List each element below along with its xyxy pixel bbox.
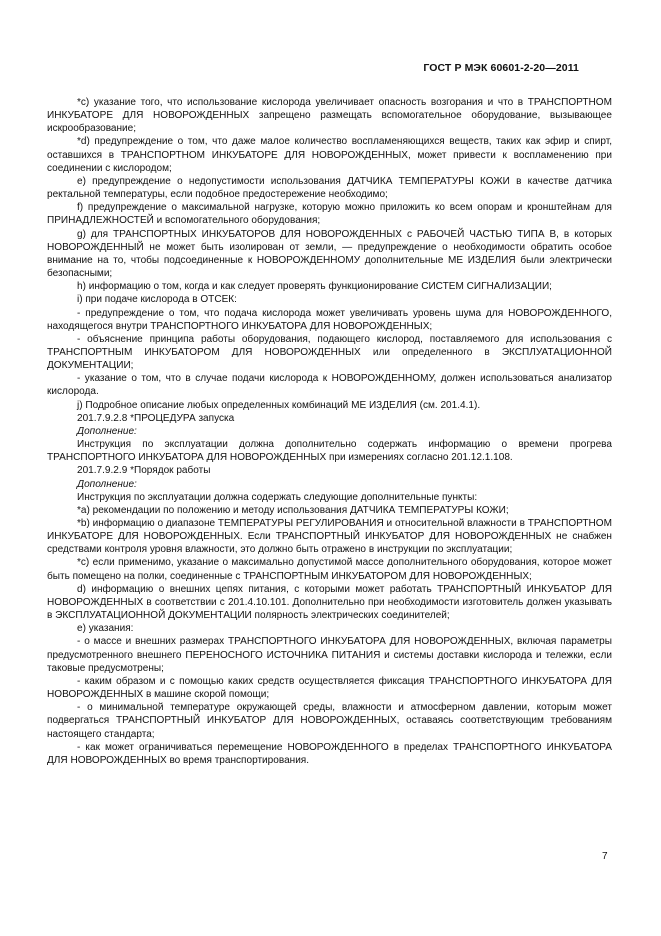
paragraph-c-max-mass: *c) если применимо, указание о максимально допустимой массе дополнительного оборудования, которое может быть помещено на полки, соединенные с ТРАНСПОРТНЫМ ИНКУБАТОРОМ ДЛЯ НОВОРОЖДЕННЫХ; (47, 557, 612, 582)
paragraph-i-oxygen-equipment: - объяснение принципа работы оборудования, подающего кислород, поставляемого для использования с ТРАНСПОРТНЫМ ИНКУБАТОРОМ ДЛЯ НОВОРОЖДЕННЫХ или определенного в ЭКСПЛУАТАЦИОННОЙ ДОКУМЕНТАЦИИ; (47, 333, 612, 372)
section-heading-operation: 201.7.9.2.9 *Порядок работы (77, 465, 211, 477)
paragraph-i-noise: - предупреждение о том, что подача кислорода может увеличивать уровень шума для НОВОРОЖДЕННОГО, находящегося внутри ТРАНСПОРТНОГО ИНКУБАТОРА ДЛЯ НОВОРОЖДЕННЫХ; (47, 307, 612, 332)
paragraph-g-type-b: g) для ТРАНСПОРТНЫХ ИНКУБАТОРОВ ДЛЯ НОВОРОЖДЕННЫХ с РАБОЧЕЙ ЧАСТЬЮ ТИПА В, в которых НОВОРОЖДЕННЫЙ не может быть изолирован от земли, — предупреждение о необходимости обратить особое внимание на то, чтобы подсоединенные к НОВОРОЖДЕННОМУ дополнительные МЕ ИЗДЕЛИЯ были электрически безопасными; (47, 228, 612, 280)
paragraph-operation-intro: Инструкция по эксплуатации должна содержать следующие дополнительные пункты: (77, 491, 478, 503)
paragraph-e-ambulance-fixing: - каким образом и с помощью каких средств осуществляется фиксация ТРАНСПОРТНОГО ИНКУБАТОРА ДЛЯ НОВОРОЖДЕННЫХ в машине скорой помощи; (47, 675, 612, 701)
paragraph-e-mass-dimensions: - о массе и внешних размерах ТРАНСПОРТНОГО ИНКУБАТОРА ДЛЯ НОВОРОЖДЕННЫХ, включая параметры предусмотренного внешнего ПЕРЕНОСНОГО ИСТОЧНИКА ПИТАНИЯ и системы доставки кислорода и тележки, если таковые предусмотрены; (47, 636, 612, 674)
paragraph-e-instructions: e) указания: (77, 623, 134, 635)
paragraph-i-oxygen-analyzer: - указание о том, что в случае подачи кислорода к НОВОРОЖДЕННОМУ, должен использоваться анализатор кислорода. (47, 373, 612, 398)
paragraph-j-combinations: j) Подробное описание любых определенных комбинаций МЕ ИЗДЕЛИЯ (см. 201.4.1). (77, 399, 481, 411)
paragraph-h-alarm-systems: h) информацию о том, когда и как следует проверять функционирование СИСТЕМ СИГНАЛИЗАЦИИ; (77, 281, 552, 293)
paragraph-e-skin-sensor: e) предупреждение о недопустимости использования ДАТЧИКА ТЕМПЕРАТУРЫ КОЖИ в качестве датчика ректальной температуры, если подобное предостережение необходимо; (47, 175, 612, 201)
paragraph-e-movement-limits: - как может ограничиваться перемещение НОВОРОЖДЕННОГО в пределах ТРАНСПОРТНОГО ИНКУБАТОРА ДЛЯ НОВОРОЖДЕННЫХ во время транспортирования. (47, 741, 612, 766)
paragraph-c-oxygen-fire-risk: *c) указание того, что использование кислорода увеличивает опасность возгорания и что в ТРАНСПОРТНОМ ИНКУБАТОРЕ ДЛЯ НОВОРОЖДЕННЫХ запрещено размещать вспомогательное оборудование, вызывающее искрообразование; (47, 97, 612, 135)
paragraph-d-power-circuits: d) информацию о внешних цепях питания, с которыми может работать ТРАНСПОРТНЫЙ ИНКУБАТОР ДЛЯ НОВОРОЖДЕННЫХ в соответствии с 201.4.10.101. Дополнительно при необходимости изготовитель должен указывать в ЭКСПЛУАТАЦИОННОЙ ДОКУМЕНТАЦИИ полярность электрических соединителей; (47, 583, 612, 622)
paragraph-b-temperature-range: *b) информацию о диапазоне ТЕМПЕРАТУРЫ РЕГУЛИРОВАНИЯ и относительной влажности в ТРАНСПОРТНОМ ИНКУБАТОРЕ ДЛЯ НОВОРОЖДЕННЫХ. Если ТРАНСПОРТНЫЙ ИНКУБАТОР ДЛЯ НОВОРОЖДЕННЫХ не снабжен средствами контроля уровня влажности, это должно быть отражено в инструкции по эксплуатации; (47, 518, 612, 556)
paragraph-i-oxygen-supply: i) при подаче кислорода в ОТСЕК: (77, 294, 237, 306)
paragraph-d-flammable-substances: *d) предупреждение о том, что даже малое количество воспламеняющихся веществ, таких как эфир и спирт, оставшихся в ТРАНСПОРТНОМ ИНКУБАТОРЕ ДЛЯ НОВОРОЖДЕННЫХ, может привести к воспламенению при соединении с кислородом; (47, 136, 612, 174)
paragraph-f-max-load: f) предупреждение о максимальной нагрузке, которую можно приложить ко всем опорам и кронштейнам для ПРИНАДЛЕЖНОСТЕЙ и вспомогательного оборудования; (47, 202, 612, 227)
page-number: 7 (602, 851, 608, 862)
paragraph-a-sensor-position: *a) рекомендации по положению и методу использования ДАТЧИКА ТЕМПЕРАТУРЫ КОЖИ; (77, 504, 509, 516)
paragraph-e-environment: - о минимальной температуре окружающей среды, влажности и атмосферном давлении, которым может подвергаться ТРАНСПОРТНЫЙ ИНКУБАТОР ДЛЯ НОВОРОЖДЕННЫХ, оставаясь соответствующим требованиям настоящего стандарта; (47, 702, 612, 740)
section-heading-startup: 201.7.9.2.8 *ПРОЦЕДУРА запуска (77, 412, 235, 424)
paragraph-warmup-time: Инструкция по эксплуатации должна дополнительно содержать информацию о времени прогрева ТРАНСПОРТНОГО ИНКУБАТОРА ДЛЯ НОВОРОЖДЕННЫХ при измерениях согласно 201.12.1.108. (47, 439, 612, 464)
document-header: ГОСТ Р МЭК 60601-2-20—2011 (423, 62, 579, 74)
document-body (47, 96, 612, 767)
addition-label: Дополнение: (77, 478, 137, 490)
addition-label: Дополнение: (77, 425, 137, 437)
